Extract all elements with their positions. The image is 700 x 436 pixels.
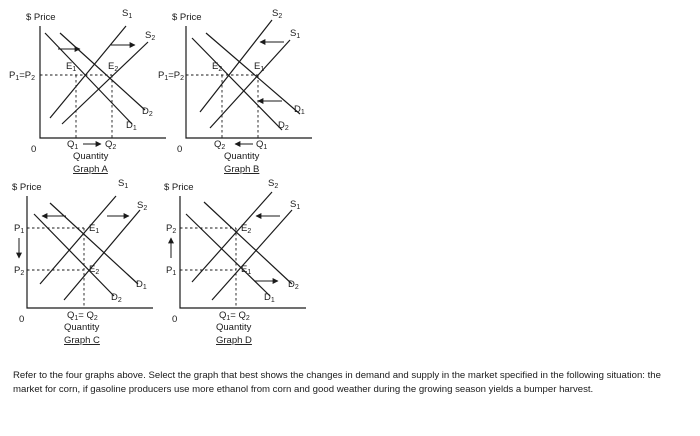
graph-a-price-label: $P_1=P_2$ [9,70,36,82]
graph-b-q1-label: $Q_1$ [256,139,268,151]
graph-c [12,178,153,346]
graph-a-e1-label: $E_1$ [66,61,77,73]
graph-a-s2-label: $S_2$ [145,30,156,42]
graph-d-supply-s2 [192,192,272,282]
graph-a-e2-label: $E_2$ [108,61,119,73]
graph-b [158,8,312,175]
question-text: Refer to the four graphs above. Select the graph that best shows the changes in demand and supply in the market specified in the following situation: the market for corn, if gasoline producers use more ethanol from corn and good weather during the growing season yields a bumper harvest. [13,370,661,395]
graph-c-s1-label: $S_1$ [118,178,129,190]
graph-d-s1-label: $S_1$ [290,199,301,211]
graph-c-d2-label: $D_2$ [111,292,122,304]
graph-c-supply-s1 [40,196,116,284]
graph-b-d2-label: $D_2$ [278,120,289,132]
graph-c-x-axis-label: Quantity [64,322,100,333]
graph-d-d2-label: $D_2$ [288,279,299,291]
graph-a-s1-label: $S_1$ [122,8,133,20]
graph-d-origin: 0 [172,314,178,325]
graph-b-axes [186,26,312,138]
graph-c-caption: Graph C [64,335,100,346]
graph-a-demand-d1 [45,33,132,124]
graph-b-demand-d2 [192,38,282,130]
graph-c-p1-label: $P_1$ [14,223,25,235]
graph-b-q2-label: $Q_2$ [214,139,226,151]
graph-d-e2-label: $E_2$ [241,223,252,235]
graph-b-e1-label: $E_1$ [254,61,265,73]
graph-b-origin: 0 [177,144,183,155]
graph-c-e1-label: $E_1$ [89,223,100,235]
graph-a-caption: Graph A [73,164,108,175]
graph-d-caption: Graph D [216,335,252,346]
graph-c-d1-label: $D_1$ [136,279,147,291]
graph-b-s1-label: $S_1$ [290,28,301,40]
graph-a-q1-label: $Q_1$ [67,139,79,151]
graph-d-s2-label: $S_2$ [268,178,279,190]
graph-b-x-axis-label: Quantity [224,151,260,162]
graph-d [164,178,306,346]
graph-d-y-axis-label: $ Price [164,182,194,193]
graph-d-p1-label: $P_1$ [166,265,177,277]
graph-b-y-axis-label: $ Price [172,12,202,23]
graph-c-origin: 0 [19,314,25,325]
graph-c-q-label: $Q_1= Q_2$ [67,310,98,322]
graph-d-demand-d1 [186,214,270,296]
graph-a-supply-s2 [62,42,148,124]
graph-d-q-label: $Q_1= Q_2$ [219,310,250,322]
graph-b-s2-label: $S_2$ [272,8,283,20]
graph-c-p2-label: $P_2$ [14,265,25,277]
graph-b-price-label: $P_1=P_2$ [158,70,185,82]
graph-a-y-axis-label: $ Price [26,12,56,23]
graph-d-supply-s1 [212,210,292,300]
graph-a [9,8,166,175]
graph-a-d1-label: $D_1$ [126,120,137,132]
graph-d-p2-label: $P_2$ [166,223,177,235]
graph-b-e2-label: $E_2$ [212,61,223,73]
graph-b-d1-label: $D_1$ [294,104,305,116]
graph-c-s2-label: $S_2$ [137,200,148,212]
graph-a-d2-label: $D_2$ [142,106,153,118]
graph-d-axes [180,196,306,308]
graph-a-x-axis-label: Quantity [73,151,109,162]
graph-b-caption: Graph B [224,164,260,175]
graph-c-supply-s2 [64,210,140,300]
graph-d-d1-label: $D_1$ [264,292,275,304]
graph-c-axes [27,196,153,308]
graph-c-y-axis-label: $ Price [12,182,42,193]
graph-a-origin: 0 [31,144,37,155]
graph-d-x-axis-label: Quantity [216,322,252,333]
graph-c-e2-label: $E_2$ [89,264,100,276]
graph-d-e1-label: $E_1$ [241,264,252,276]
graph-a-q2-label: $Q_2$ [105,139,117,151]
